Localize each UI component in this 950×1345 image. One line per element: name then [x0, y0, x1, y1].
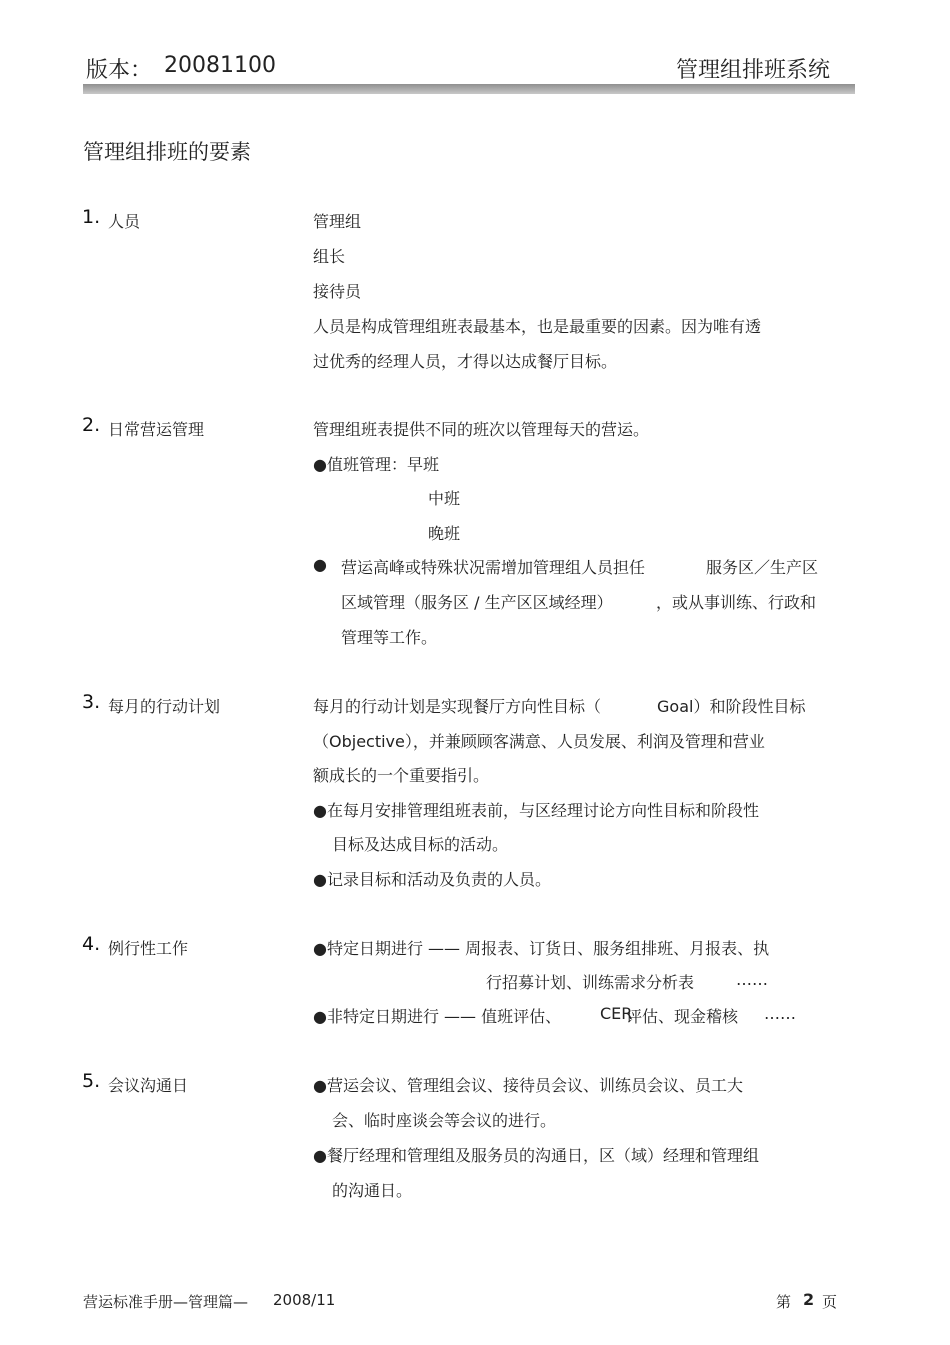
- bullet-line: ●非特定日期进行 —— 值班评估、: [313, 1007, 562, 1026]
- text-line: （Objective），并兼顾顾客满意、人员发展、利润及管理和营业: [313, 732, 765, 751]
- text-line: Goal）和阶段性目标: [657, 697, 806, 716]
- text-line: 区域管理（服务区 / 生产区区域经理）: [341, 593, 613, 612]
- text-line: 中班: [428, 489, 461, 508]
- text-line: 目标及达成目标的活动。: [332, 835, 509, 854]
- text-line: 会、临时座谈会等会议的进行。: [332, 1111, 557, 1130]
- text-line: 行招募计划、训练需求分析表: [486, 973, 695, 992]
- text-line: 管理等工作。: [341, 628, 438, 647]
- section-label: 例行性工作: [108, 939, 189, 958]
- text-line: ，或从事训练、行政和: [656, 593, 817, 612]
- page-suffix: 页: [822, 1293, 838, 1311]
- text-line: 额成长的一个重要指引。: [313, 766, 490, 785]
- text-line: 管理组: [313, 212, 362, 231]
- section-number: 1.: [82, 206, 101, 228]
- bullet-line: ●餐厅经理和管理组及服务员的沟通日，区（域）经理和管理组: [313, 1146, 759, 1165]
- text-line: 每月的行动计划是实现餐厅方向性目标（: [313, 697, 602, 716]
- text-line: CER: [600, 1004, 633, 1023]
- bullet-line: ●在每月安排管理组班表前，与区经理讨论方向性目标和阶段性: [313, 801, 759, 820]
- text-line: ……: [764, 1004, 796, 1023]
- section-label: 每月的行动计划: [108, 697, 221, 716]
- section-number: 5.: [82, 1070, 101, 1092]
- section-label: 日常营运管理: [108, 420, 205, 439]
- text-line: 的沟通日。: [332, 1181, 413, 1200]
- footer-date: 2008/11: [273, 1291, 336, 1309]
- version-number: 20081100: [164, 53, 276, 78]
- page-number: 2: [803, 1290, 815, 1309]
- section-number: 3.: [82, 691, 101, 713]
- bullet-line: ●记录目标和活动及负责的人员。: [313, 870, 551, 889]
- footer-manual: 营运标准手册—管理篇—: [83, 1293, 249, 1311]
- version-label: 版本：: [86, 58, 153, 83]
- text-line: 接待员: [313, 282, 362, 301]
- page-prefix: 第: [776, 1293, 792, 1311]
- section-label: 会议沟通日: [108, 1076, 189, 1095]
- text-line: 组长: [313, 247, 346, 266]
- text-line: 评估、现金稽核: [626, 1007, 739, 1026]
- section-number: 2.: [82, 414, 101, 436]
- text-line: 人员是构成管理组班表最基本，也是最重要的因素。因为唯有透: [313, 317, 762, 336]
- section-label: 人员: [108, 212, 141, 231]
- system-title: 管理组排班系统: [676, 58, 831, 83]
- text-line: 晚班: [428, 524, 461, 543]
- text-line: ……: [736, 970, 768, 989]
- page-title: 管理组排班的要素: [83, 140, 251, 164]
- bullet-icon: ●: [313, 555, 327, 574]
- text-line: 服务区／生产区: [706, 558, 819, 577]
- bullet-line: ●营运会议、管理组会议、接待员会议、训练员会议、员工大: [313, 1076, 743, 1095]
- text-line: 营运高峰或特殊状况需增加管理组人员担任: [341, 558, 646, 577]
- section-number: 4.: [82, 933, 101, 955]
- text-line: 过优秀的经理人员，才得以达成餐厅目标。: [313, 352, 618, 371]
- header-rule: [83, 84, 855, 94]
- text-line: 管理组班表提供不同的班次以管理每天的营运。: [313, 420, 650, 439]
- bullet-line: ●值班管理：早班: [313, 455, 439, 474]
- bullet-line: ●特定日期进行 —— 周报表、订货日、服务组排班、月报表、执: [313, 939, 770, 958]
